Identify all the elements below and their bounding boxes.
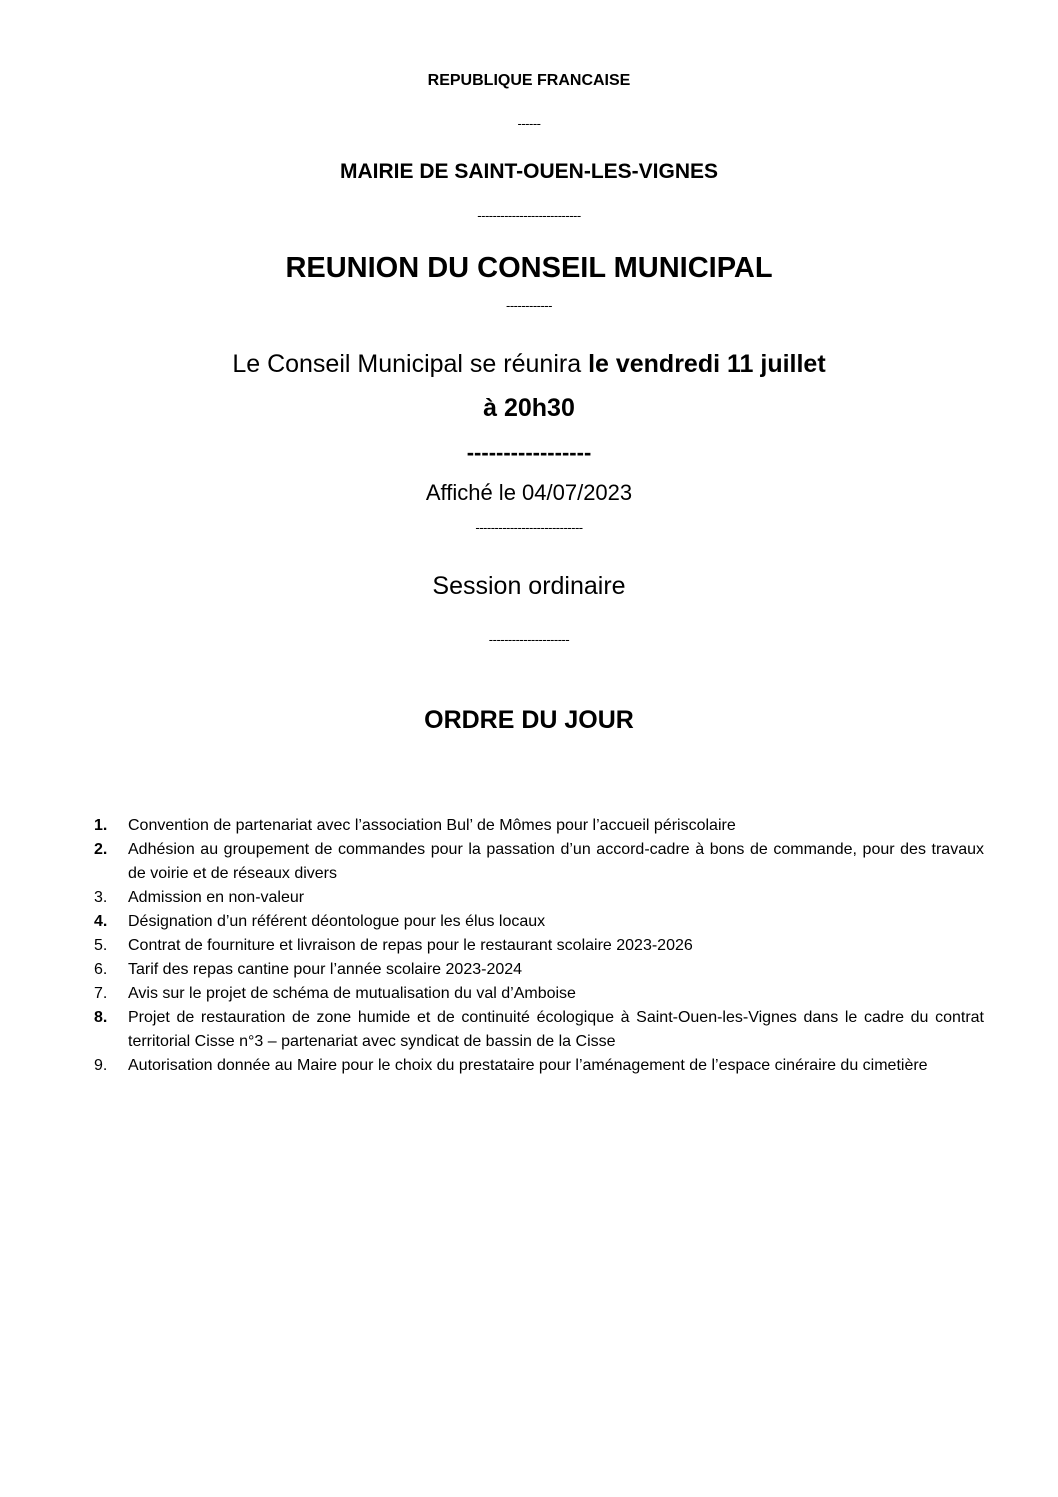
agenda-item (94, 838, 984, 886)
agenda-item-text: Autorisation donnée au Maire pour le choix du prestataire pour l’aménagement de l’espace cinéraire du cimetière (128, 1057, 928, 1074)
agenda-item (94, 910, 984, 934)
meeting-announcement (0, 350, 1058, 379)
agenda-item-text: Avis sur le projet de schéma de mutualisation du val d’Amboise (128, 985, 576, 1002)
agenda-item (94, 958, 984, 982)
separator: ----------------- (466, 440, 592, 465)
agenda-item (94, 1006, 984, 1054)
session-type: Session ordinaire (432, 572, 626, 600)
mairie-heading: MAIRIE DE SAINT-OUEN-LES-VIGNES (339, 160, 719, 183)
agenda-item-text: Contrat de fourniture et livraison de repas pour le restaurant scolaire 2023-2026 (128, 937, 693, 954)
separator: --------------------------- (477, 208, 581, 223)
agenda-item (94, 934, 984, 958)
agenda-list (94, 814, 984, 1078)
agenda-item-number: 6. (94, 961, 108, 978)
agenda-item-text: Désignation d’un référent déontologue pour les élus locaux (128, 913, 546, 930)
page-title: REUNION DU CONSEIL MUNICIPAL (285, 252, 773, 284)
separator: ------ (517, 116, 541, 131)
agenda-item-text: Adhésion au groupement de commandes pour la passation d’un accord-cadre à bons de commande, pour des travaux de voirie et de réseaux divers (128, 841, 984, 882)
agenda-item-text: Tarif des repas cantine pour l’année scolaire 2023-2024 (128, 961, 523, 978)
agenda-item (94, 886, 984, 910)
agenda-item-number: 9. (94, 1057, 108, 1074)
republique-heading: REPUBLIQUE FRANCAISE (427, 72, 631, 89)
agenda-item-text: Admission en non-valeur (128, 889, 305, 906)
meeting-intro: Le Conseil Municipal se réunira (232, 350, 589, 378)
agenda-item (94, 982, 984, 1006)
separator: --------------------- (488, 632, 570, 647)
agenda-item-text: Convention de partenariat avec l’association Bul’ de Mômes pour l’accueil périscolaire (128, 817, 736, 834)
agenda-item (94, 814, 984, 838)
agenda-item-number: 2. (94, 841, 108, 858)
agenda-title: ORDRE DU JOUR (424, 706, 634, 734)
separator: ---------------------------- (475, 520, 583, 535)
agenda-item (94, 1054, 984, 1078)
agenda-item-number: 7. (94, 985, 108, 1002)
agenda-item-number: 1. (94, 817, 108, 834)
meeting-time: à 20h30 (483, 394, 575, 422)
agenda-item-number: 3. (94, 889, 108, 906)
agenda-item-number: 4. (94, 913, 108, 930)
meeting-date: le vendredi 11 juillet (588, 350, 826, 378)
agenda-item-number: 5. (94, 937, 108, 954)
posted-date: Affiché le 04/07/2023 (425, 480, 633, 505)
agenda-item-number: 8. (94, 1009, 108, 1026)
separator: ------------ (506, 298, 552, 313)
agenda-item-text: Projet de restauration de zone humide et de continuité écologique à Saint-Ouen-les-Vignes dans le cadre du contrat territorial Cisse n°3 – partenariat avec syndicat de bassin de la Cisse (128, 1009, 984, 1050)
